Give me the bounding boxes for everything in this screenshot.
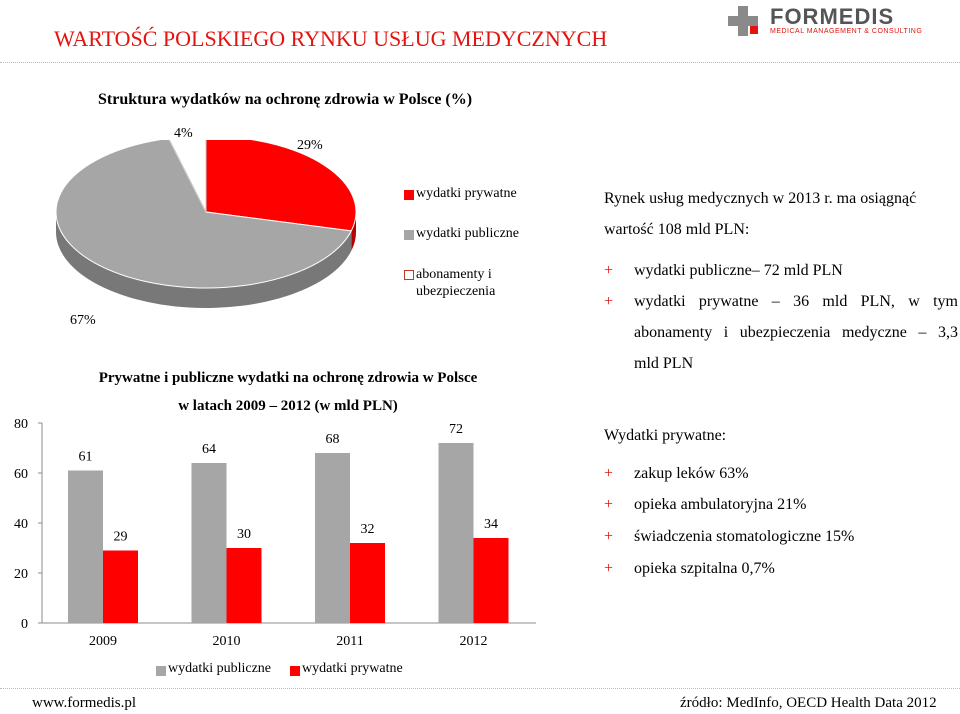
y-tick-label: 0 (21, 617, 28, 632)
formedis-logo (728, 4, 768, 40)
bullet-plus-icon: + (604, 528, 614, 545)
legend-label-bar-prywatne: wydatki prywatne (302, 661, 403, 676)
page-title: WARTOŚĆ POLSKIEGO RYNKU USŁUG MEDYCZNYCH (54, 26, 608, 51)
bullet-plus-icon: + (604, 262, 614, 279)
logo-name: FORMEDIS (770, 4, 895, 29)
header-separator (0, 62, 960, 63)
pie-label-prywatne: 29% (297, 138, 323, 153)
x-tick-label: 2012 (459, 634, 488, 649)
bullet-plus-icon: + (604, 465, 614, 482)
bar-wydatki-publiczne-2012 (439, 443, 474, 623)
bar-chart-title-line1: Prywatne i publiczne wydatki na ochronę zdrowia w Polsce (98, 370, 478, 386)
pie-chart (40, 140, 380, 340)
legend-swatch-abonamenty (404, 270, 414, 280)
bullet-dental: świadczenia stomatologiczne 15% (634, 528, 855, 545)
bullet-private: wydatki prywatne – 36 mld PLN, w tym (634, 293, 958, 310)
bar-chart-title-line2: w latach 2009 – 2012 (w mld PLN) (178, 398, 398, 414)
bar-wydatki-publiczne-2010 (192, 463, 227, 623)
x-tick-label: 2011 (336, 634, 364, 649)
private-heading: Wydatki prywatne: (604, 427, 727, 444)
y-tick-label: 40 (14, 517, 28, 532)
bullet-plus-icon: + (604, 496, 614, 513)
bar-value-label: 29 (113, 529, 128, 545)
logo-tagline: MEDICAL MANAGEMENT & CONSULTING (770, 28, 923, 35)
bar-value-label: 68 (325, 432, 340, 447)
bullet-private-cont-line2: mld PLN (634, 355, 694, 372)
footer-separator (0, 688, 960, 689)
bullet-plus-icon: + (604, 293, 614, 310)
y-tick-label: 80 (14, 417, 28, 432)
pie-label-abonamenty: 4% (174, 126, 193, 141)
bar-wydatki-prywatne-2011 (350, 543, 385, 623)
bullet-drugs: zakup leków 63% (634, 465, 749, 482)
market-intro (604, 190, 960, 208)
bar-value-label: 61 (78, 449, 93, 465)
bar-value-label: 30 (237, 527, 251, 542)
bar-wydatki-publiczne-2009 (68, 471, 103, 624)
market-intro-line2: wartość 108 mld PLN: (604, 221, 750, 238)
market-intro-line1: Rynek usług medycznych w 2013 r. ma osiągnąć (604, 190, 917, 207)
bar-chart (0, 400, 560, 700)
legend-label-abonamenty: abonamenty i ubezpieczenia (416, 267, 496, 299)
pie-label-publiczne: 67% (70, 313, 96, 328)
bullet-public: wydatki publiczne– 72 mld PLN (634, 262, 843, 279)
x-tick-label: 2010 (212, 634, 241, 649)
bar-wydatki-prywatne-2009 (103, 551, 138, 624)
bullet-hospital: opieka szpitalna 0,7% (634, 560, 775, 577)
bar-value-label: 64 (202, 442, 216, 457)
bullet-plus-icon: + (604, 560, 614, 577)
legend-label-bar-publiczne: wydatki publiczne (168, 661, 272, 676)
y-tick-label: 20 (14, 567, 28, 582)
bar-value-label: 72 (449, 422, 463, 437)
x-tick-label: 2009 (89, 634, 117, 649)
bar-value-label: 32 (360, 522, 375, 537)
legend-label-publiczne: wydatki publiczne (416, 226, 520, 241)
legend-swatch-bar-publiczne (156, 666, 166, 676)
bar-value-label: 34 (484, 517, 498, 532)
legend-swatch-bar-prywatne (290, 666, 300, 676)
legend-label-prywatne: wydatki prywatne (416, 186, 517, 201)
legend-swatch-prywatne (404, 190, 414, 200)
bar-wydatki-publiczne-2011 (315, 453, 350, 623)
footer-website: www.formedis.pl (32, 695, 137, 711)
bullet-ambulatory: opieka ambulatoryjna 21% (634, 496, 807, 513)
bullet-private-cont-line1: abonamenty i ubezpieczenia medyczne – 3,3 (634, 324, 958, 341)
legend-swatch-publiczne (404, 230, 414, 240)
footer-source: źródło: MedInfo, OECD Health Data 2012 (680, 695, 937, 711)
bar-wydatki-prywatne-2010 (227, 548, 262, 623)
pie-chart-title: Struktura wydatków na ochronę zdrowia w Polsce (%) (98, 91, 473, 108)
y-tick-label: 60 (14, 467, 28, 482)
bar-wydatki-prywatne-2012 (474, 538, 509, 623)
